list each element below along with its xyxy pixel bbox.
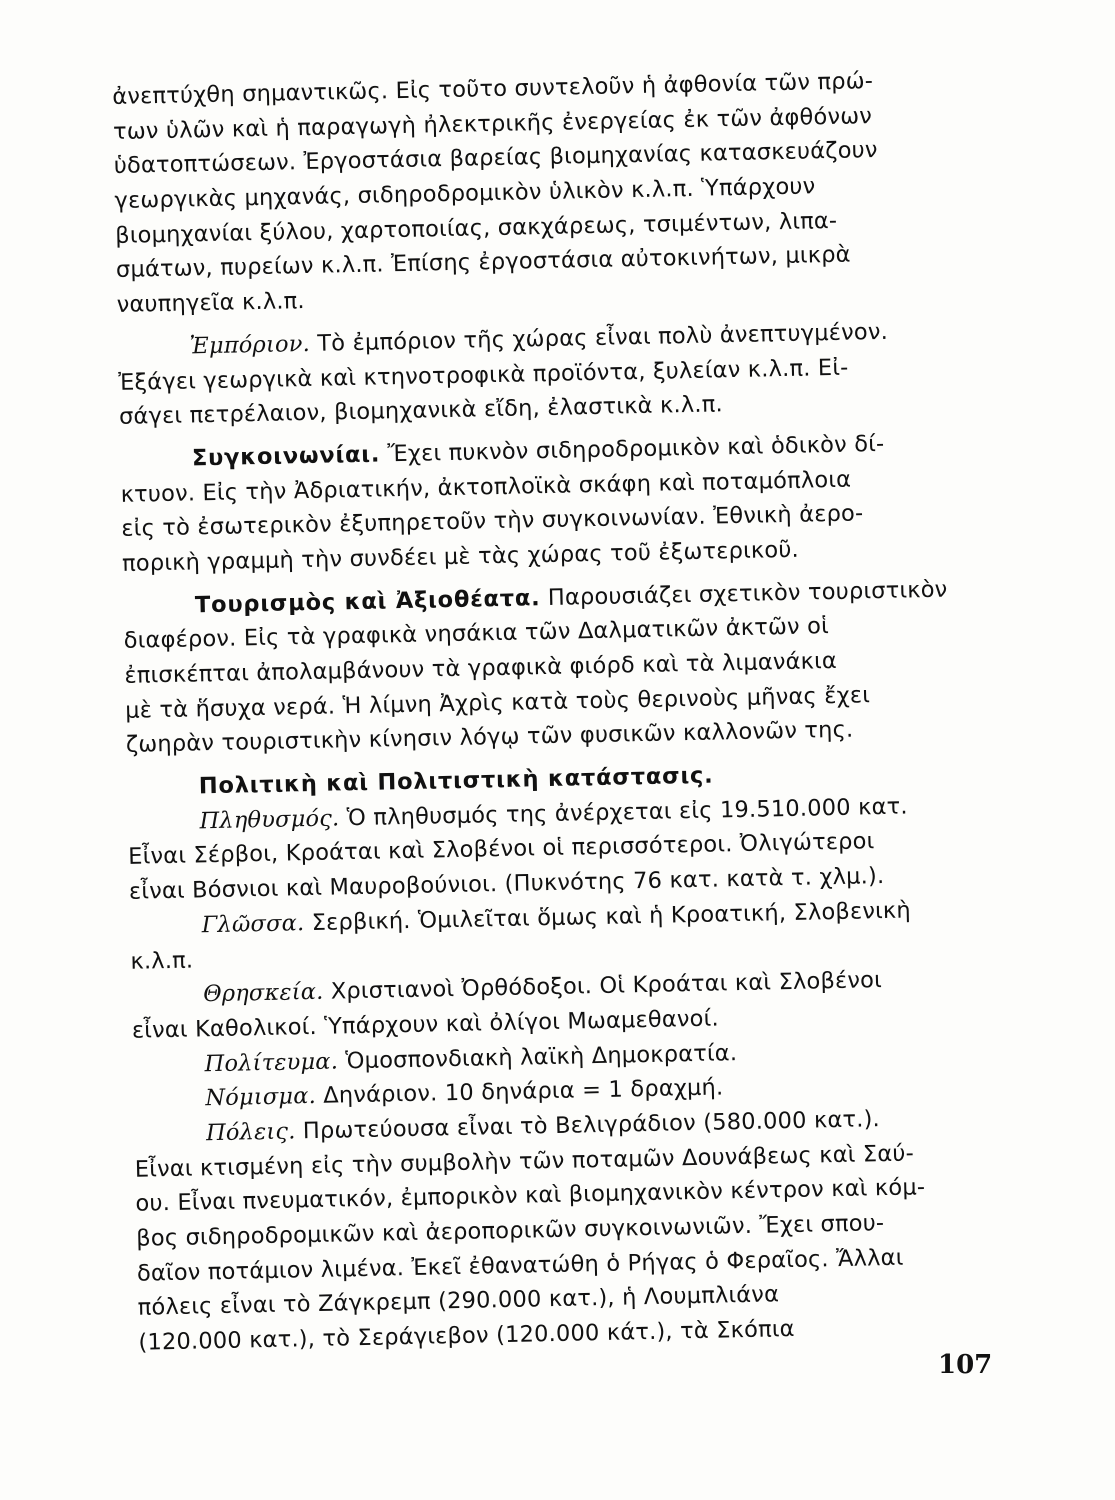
- line-text: πόλεις εἶναι τὸ Ζάγκρεμπ (290.000 κατ.), ἡ Λουμπλιάνα: [137, 1281, 780, 1322]
- body-text: [112, 62, 999, 1360]
- line-text: ναυπηγεῖα κ.λ.π.: [116, 288, 306, 319]
- line-text: των ὑλῶν καὶ ἡ παραγωγὴ ἠλεκτρικῆς ἐνεργείας ἐκ τῶν ἀφθόνων: [112, 102, 873, 145]
- section-label-emporion: Ἐμπόριον.: [189, 330, 311, 360]
- line-text: Δηνάριον. 10 δηνάρια = 1 δραχμή.: [315, 1074, 724, 1110]
- line-text: ἀνεπτύχθη σημαντικῶς. Εἰς τοῦτο συντελοῦν ἡ ἀφθονία τῶν πρώ-: [112, 68, 874, 110]
- line-text: Ὁ πληθυσμός της ἀνέρχεται εἰς 19.510.000 κατ.: [339, 793, 908, 832]
- line-text: ζωηρὰν τουριστικὴν κίνησιν λόγῳ τῶν φυσικῶν καλλονῶν της.: [125, 716, 854, 759]
- line-text: πορικὴ γραμμὴ τὴν συνδέει μὲ τὰς χώρας τοῦ ἐξωτερικοῦ.: [121, 536, 800, 577]
- line-text: Ὁμοσπονδιακὴ λαϊκὴ Δημοκρατία.: [337, 1039, 738, 1075]
- line-text: εἶναι Βόσνιοι καὶ Μαυροβούνιοι. (Πυκνότης 76 κατ. κατὰ τ. χλμ.).: [128, 863, 885, 905]
- line-text: Τὸ ἐμπόριον τῆς χώρας εἶναι πολὺ ἀνεπτυγμένον.: [309, 318, 889, 357]
- line-text: Εἶναι Σέρβοι, Κροάται καὶ Σλοβένοι οἱ περισσότεροι. Ὀλιγώτεροι: [128, 828, 875, 871]
- line-text: μὲ τὰ ἥσυχα νερά. Ἡ λίμνη Ἀχρὶς κατὰ τοὺς θερινοὺς μῆνας ἔχει: [124, 681, 871, 724]
- line-text: βος σιδηροδρομικῶν καὶ ἀεροπορικῶν συγκοινωνιῶν. Ἔχει σπου-: [136, 1210, 885, 1252]
- section-label-poleis: Πόλεις.: [205, 1118, 296, 1147]
- line-text: Πρωτεύουσα εἶναι τὸ Βελιγράδιον (580.000 κατ.).: [295, 1106, 881, 1145]
- line-text: (120.000 κατ.), τὸ Σεράγιεβον (120.000 κάτ.), τὰ Σκόπια: [138, 1316, 795, 1356]
- section-label-glossa: Γλῶσσα.: [201, 909, 305, 939]
- line-text: δαῖον ποτάμιον λιμένα. Ἐκεῖ ἐθανατώθη ὁ Ρήγας ὁ Φεραῖος. Ἄλλαι: [136, 1244, 904, 1287]
- line-text: βιομηχανίαι ξύλου, χαρτοποιίας, σακχάρεως, τσιμέντων, λιπα-: [114, 207, 838, 249]
- section-label-plithysmos: Πληθυσμός.: [199, 805, 340, 835]
- line-text: Εἶναι κτισμένη εἰς τὴν συμβολὴν τῶν ποταμῶν Δουνάβεως καὶ Σαύ-: [134, 1140, 915, 1183]
- page-number: 107: [938, 1350, 993, 1380]
- line-text: Σερβική. Ὁμιλεῖται ὅμως καὶ ἡ Κροατική, Σλοβενικὴ: [304, 897, 912, 936]
- section-label-thriskeia: Θρησκεία.: [202, 978, 324, 1008]
- line-text: Χριστιανοὶ Ὀρθόδοξοι. Οἱ Κροάται καὶ Σλοβένοι: [323, 967, 883, 1005]
- section-heading-tourismos: Τουρισμὸς καὶ Ἀξιοθέατα.: [194, 584, 541, 618]
- line-text: γεωργικὰς μηχανάς, σιδηροδρομικὸν ὑλικὸν κ.λ.π. Ὑπάρχουν: [114, 173, 816, 215]
- line-text: εἰς τὸ ἐσωτερικὸν ἐξυπηρετοῦν τὴν συγκοινωνίαν. Ἐθνικὴ ἀερο-: [121, 500, 864, 543]
- line-text: κτυον. Εἰς τὴν Ἀδριατικήν, ἀκτοπλοϊκὰ σκάφη καὶ ποταμόπλοια: [120, 466, 852, 508]
- line-text: διαφέρον. Εἰς τὰ γραφικὰ νησάκια τῶν Δαλματικῶν ἀκτῶν οἱ: [123, 613, 830, 655]
- line-text: Ἔχει πυκνὸν σιδηροδρομικὸν καὶ ὁδικὸν δί-: [379, 430, 885, 468]
- section-label-politevma: Πολίτευμα.: [204, 1048, 339, 1077]
- line-text: ου. Εἶναι πνευματικόν, ἐμπορικὸν καὶ βιομηχανικὸν κέντρον καὶ κόμ-: [135, 1174, 926, 1218]
- line-text: ὑδατοπτώσεων. Ἐργοστάσια βαρείας βιομηχανίας κατασκευάζουν: [113, 137, 878, 180]
- line-text: ἐπισκέπται ἀπολαμβάνουν τὰ γραφικὰ φιόρδ καὶ τὰ λιμανάκια: [124, 647, 838, 689]
- line-text: εἶναι Καθολικοί. Ὑπάρχουν καὶ ὀλίγοι Μωαμεθανοί.: [131, 1005, 720, 1044]
- line-text: κ.λ.π.: [130, 946, 194, 975]
- line-text: Ἐξάγει γεωργικὰ καὶ κτηνοτροφικὰ προϊόντα, ξυλείαν κ.λ.π. Εἰ-: [118, 354, 849, 396]
- line-text: σμάτων, πυρείων κ.λ.π. Ἐπίσης ἐργοστάσια αὐτοκινήτων, μικρὰ: [115, 242, 851, 284]
- line-text: Παρουσιάζει σχετικὸν τουριστικὸν: [540, 576, 948, 611]
- section-heading-synkoinoniai: Συγκοινωνίαι.: [191, 441, 381, 472]
- section-heading-politiki: Πολιτικὴ καὶ Πολιτιστικὴ κατάστασις.: [198, 762, 714, 800]
- line-text: σάγει πετρέλαιον, βιομηχανικὰ εἴδη, ἐλαστικὰ κ.λ.π.: [118, 391, 724, 431]
- section-label-nomisma: Νόμισμα.: [205, 1083, 317, 1112]
